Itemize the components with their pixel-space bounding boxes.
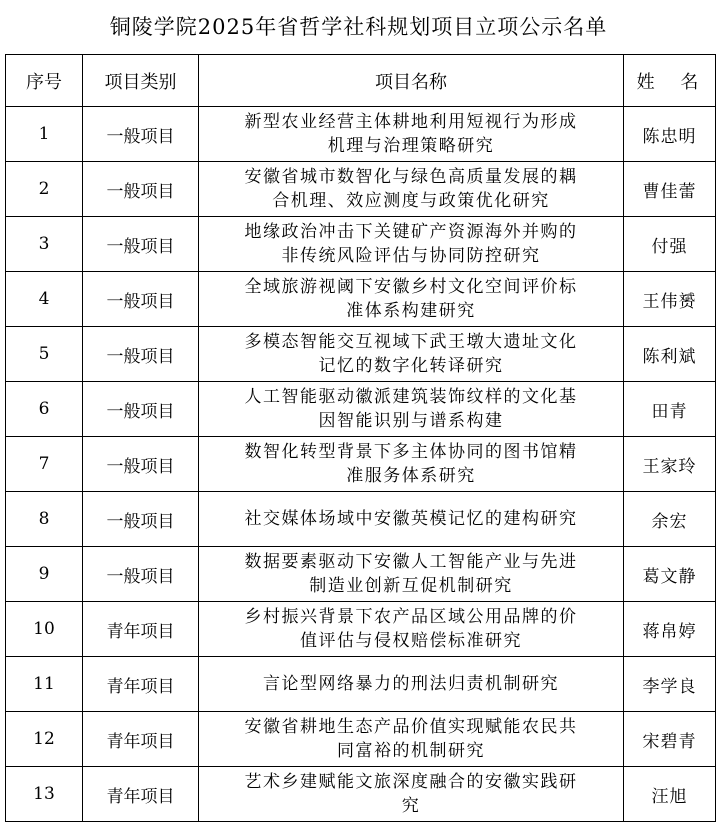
project-name-text: 言论型网络暴力的刑法归责机制研究 xyxy=(263,674,559,694)
row-person-cell: 陈忠明 xyxy=(624,107,716,162)
row-index-cell: 8 xyxy=(6,492,83,547)
column-header-category: 项目类别 xyxy=(83,55,199,107)
project-name-text: 数据要素驱动下安徽人工智能产业与先进制造业创新互促机制研究 xyxy=(244,552,578,596)
row-person-cell: 田青 xyxy=(624,382,716,437)
column-header-index: 序号 xyxy=(6,55,83,107)
row-index-cell: 4 xyxy=(6,272,83,327)
project-name-text: 多模态智能交互视域下武王墩大遗址文化记忆的数字化转译研究 xyxy=(244,332,578,376)
row-person-cell: 蒋帛婷 xyxy=(624,602,716,657)
row-person-cell: 王伟赟 xyxy=(624,272,716,327)
table-row xyxy=(6,327,716,382)
row-project-name-cell xyxy=(199,162,624,217)
project-name-text: 社交媒体场域中安徽英模记忆的建构研究 xyxy=(244,509,578,529)
project-name-text: 安徽省城市数智化与绿色高质量发展的耦合机理、效应测度与政策优化研究 xyxy=(244,167,578,211)
row-category-cell: 一般项目 xyxy=(83,107,199,162)
table-row xyxy=(6,382,716,437)
row-person-cell: 王家玲 xyxy=(624,437,716,492)
project-name-text: 安徽省耕地生态产品价值实现赋能农民共同富裕的机制研究 xyxy=(244,717,578,761)
table-header-row xyxy=(6,55,716,107)
row-person-cell: 葛文静 xyxy=(624,547,716,602)
row-index-cell: 2 xyxy=(6,162,83,217)
project-name-text: 全域旅游视阈下安徽乡村文化空间评价标准体系构建研究 xyxy=(244,277,578,321)
row-index-cell: 6 xyxy=(6,382,83,437)
row-index-cell: 13 xyxy=(6,767,83,822)
row-project-name-cell xyxy=(199,327,624,382)
row-index-cell: 11 xyxy=(6,657,83,712)
row-person-cell: 陈利斌 xyxy=(624,327,716,382)
row-category-cell: 青年项目 xyxy=(83,657,199,712)
row-category-cell: 青年项目 xyxy=(83,767,199,822)
project-table xyxy=(5,54,716,822)
row-person-cell: 汪旭 xyxy=(624,767,716,822)
row-category-cell: 一般项目 xyxy=(83,272,199,327)
row-project-name-cell xyxy=(199,437,624,492)
row-project-name-cell xyxy=(199,217,624,272)
row-project-name-cell xyxy=(199,712,624,767)
project-name-text: 艺术乡建赋能文旅深度融合的安徽实践研究 xyxy=(244,772,578,816)
row-index-cell: 12 xyxy=(6,712,83,767)
row-project-name-cell xyxy=(199,767,624,822)
column-header-person: 姓 名 xyxy=(624,55,716,107)
project-name-text: 人工智能驱动徽派建筑装饰纹样的文化基因智能识别与谱系构建 xyxy=(244,387,578,431)
table-body xyxy=(6,107,716,822)
row-project-name-cell xyxy=(199,492,624,547)
row-category-cell: 一般项目 xyxy=(83,382,199,437)
project-name-text: 地缘政治冲击下关键矿产资源海外并购的非传统风险评估与协同防控研究 xyxy=(244,222,578,266)
project-name-text: 新型农业经营主体耕地利用短视行为形成机理与治理策略研究 xyxy=(244,112,578,156)
row-category-cell: 青年项目 xyxy=(83,602,199,657)
project-name-text: 数智化转型背景下多主体协同的图书馆精准服务体系研究 xyxy=(244,442,578,486)
row-person-cell: 付强 xyxy=(624,217,716,272)
row-person-cell: 曹佳蕾 xyxy=(624,162,716,217)
table-row xyxy=(6,712,716,767)
row-category-cell: 一般项目 xyxy=(83,327,199,382)
table-row xyxy=(6,162,716,217)
row-category-cell: 一般项目 xyxy=(83,492,199,547)
row-person-cell: 李学良 xyxy=(624,657,716,712)
row-category-cell: 一般项目 xyxy=(83,437,199,492)
table-row xyxy=(6,217,716,272)
table-row xyxy=(6,272,716,327)
row-category-cell: 青年项目 xyxy=(83,712,199,767)
row-project-name-cell xyxy=(199,602,624,657)
row-category-cell: 一般项目 xyxy=(83,547,199,602)
row-index-cell: 10 xyxy=(6,602,83,657)
row-project-name-cell xyxy=(199,272,624,327)
row-index-cell: 3 xyxy=(6,217,83,272)
table-row xyxy=(6,657,716,712)
table-row xyxy=(6,437,716,492)
row-project-name-cell xyxy=(199,547,624,602)
table-row xyxy=(6,767,716,822)
row-category-cell: 一般项目 xyxy=(83,162,199,217)
row-index-cell: 5 xyxy=(6,327,83,382)
row-person-cell: 余宏 xyxy=(624,492,716,547)
table-row xyxy=(6,492,716,547)
row-index-cell: 7 xyxy=(6,437,83,492)
project-name-text: 乡村振兴背景下农产品区域公用品牌的价值评估与侵权赔偿标准研究 xyxy=(244,607,578,651)
row-category-cell: 一般项目 xyxy=(83,217,199,272)
row-project-name-cell xyxy=(199,107,624,162)
page-title: 铜陵学院2025年省哲学社科规划项目立项公示名单 xyxy=(109,15,608,39)
row-index-cell: 9 xyxy=(6,547,83,602)
table-row xyxy=(6,547,716,602)
table-row xyxy=(6,107,716,162)
table-row xyxy=(6,602,716,657)
column-header-name: 项目名称 xyxy=(199,55,624,107)
row-project-name-cell xyxy=(199,657,624,712)
row-project-name-cell xyxy=(199,382,624,437)
row-index-cell: 1 xyxy=(6,107,83,162)
row-person-cell: 宋碧青 xyxy=(624,712,716,767)
